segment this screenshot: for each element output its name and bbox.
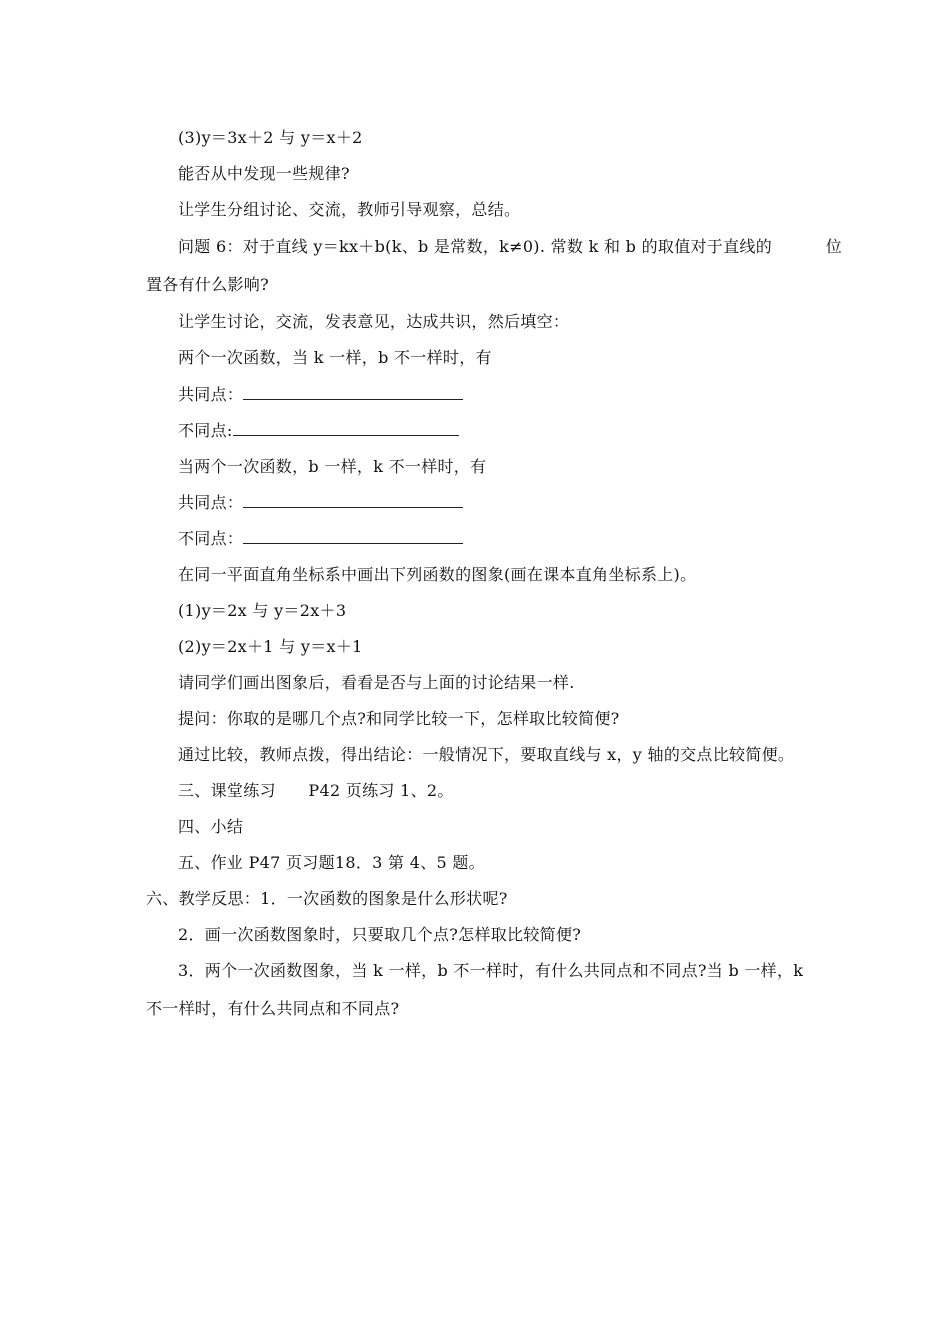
fill-row-different-2: [178, 529, 463, 549]
fill-blank-common-1[interactable]: [243, 385, 463, 400]
fill-row-different-1: [178, 421, 459, 441]
section-heading-summary: 四、小结: [178, 817, 244, 836]
problem-6-text: 问题 6：对于直线 y＝kx＋b(k、b 是常数，k≠0). 常数 k 和 b 的取值对于直线的: [178, 237, 772, 256]
text-line-problem-6-continued: 置各有什么影响?: [146, 275, 269, 294]
section-heading-homework: 五、作业 P47 页习题18．3 第 4、5 题。: [178, 853, 485, 872]
section-heading-classroom-practice: 三、课堂练习 P42 页练习 1、2。: [178, 781, 454, 800]
text-line-reflection-3: 3．两个一次函数图象，当 k 一样，b 不一样时，有什么共同点和不同点?当 b 一样，k: [178, 961, 804, 980]
text-line-problem-6: [178, 237, 842, 257]
fill-label-different-2: 不同点：: [178, 529, 244, 548]
text-line-reflection-3-continued: 不一样时，有什么共同点和不同点?: [146, 999, 400, 1018]
section-heading-reflection: 六、教学反思：1．一次函数的图象是什么形状呢?: [146, 889, 508, 908]
text-line-student-discussion: 让学生讨论，交流，发表意见，达成共识，然后填空：: [178, 312, 570, 331]
fill-row-common-2: [178, 493, 463, 513]
text-line-question: 能否从中发现一些规律?: [178, 164, 350, 183]
problem-6-tail: 位: [825, 237, 842, 256]
fill-blank-different-1[interactable]: [233, 421, 459, 436]
fill-label-different-1: 不同点:: [178, 421, 233, 440]
text-line-equation-3: (3)y＝3x＋2 与 y＝x＋2: [178, 128, 363, 147]
fill-label-common-1: 共同点：: [178, 385, 244, 404]
text-line-ask-points: 提问：你取的是哪几个点?和同学比较一下，怎样取比较简便?: [178, 709, 620, 728]
text-line-compare-results: 请同学们画出图象后，看看是否与上面的讨论结果一样.: [178, 673, 575, 692]
text-line-conclusion: 通过比较，教师点拨，得出结论：一般情况下，要取直线与 x，y 轴的交点比较简便。: [178, 745, 795, 764]
fill-blank-different-2[interactable]: [243, 529, 463, 544]
text-line-equation-2: (2)y＝2x＋1 与 y＝x＋1: [178, 637, 363, 656]
fill-blank-common-2[interactable]: [243, 493, 463, 508]
text-line-draw-graphs: 在同一平面直角坐标系中画出下列函数的图象(画在课本直角坐标系上)。: [178, 565, 697, 584]
text-line-equation-1: (1)y＝2x 与 y＝2x＋3: [178, 601, 347, 620]
text-line-same-k: 两个一次函数，当 k 一样，b 不一样时，有: [178, 348, 492, 367]
fill-row-common-1: [178, 385, 463, 405]
text-line-group-discussion: 让学生分组讨论、交流，教师引导观察，总结。: [178, 200, 521, 219]
text-line-reflection-2: 2．画一次函数图象时，只要取几个点?怎样取比较简便?: [178, 925, 582, 944]
fill-label-common-2: 共同点：: [178, 493, 244, 512]
text-line-same-b: 当两个一次函数，b 一样，k 不一样时，有: [178, 457, 487, 476]
